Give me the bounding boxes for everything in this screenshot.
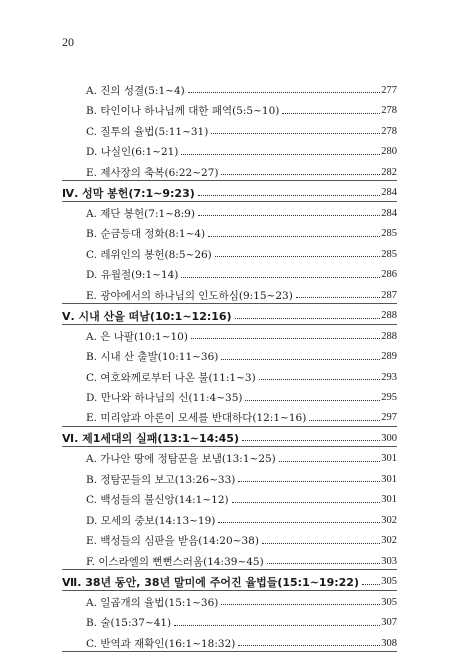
toc-page-number: 302 — [381, 535, 397, 547]
toc-item-title: C. 반역과 재확인(16:1~18:32) — [86, 637, 236, 650]
toc-item-title: C. 백성들의 불신앙(14:1~12) — [86, 494, 229, 507]
toc-page-number: 284 — [381, 207, 397, 219]
dot-leader — [245, 400, 380, 401]
dot-leader — [282, 113, 380, 114]
toc-item-title: F. 이스라엘의 뻔뻔스러움(14:39~45) — [86, 555, 264, 568]
toc-item-row — [62, 117, 397, 137]
dot-leader — [215, 256, 380, 257]
dot-leader — [188, 92, 381, 93]
toc-item-title: A. 일곱개의 율법(15:1~36) — [86, 596, 219, 609]
toc-item-title: E. 광야에서의 하나님의 인도하심(9:15~23) — [86, 289, 293, 302]
page-number: 20 — [62, 35, 74, 49]
toc-item-title: E. 백성들의 심판을 받음(14:20~38) — [86, 535, 259, 548]
toc-item-row — [62, 363, 397, 383]
toc-section-row — [62, 301, 397, 321]
toc-item-title: D. 모세의 중보(14:13~19) — [86, 514, 216, 527]
dot-leader — [262, 543, 380, 544]
toc-item-row — [62, 465, 397, 485]
dot-leader — [221, 604, 380, 605]
dot-leader — [198, 215, 380, 216]
toc-page-number: 286 — [381, 269, 397, 281]
toc-item-row — [62, 240, 397, 260]
dot-leader — [242, 440, 380, 441]
toc-item-title: C. 여호와께로부터 나온 불(11:1~3) — [86, 371, 256, 384]
toc-item-title: B. 정탐꾼들의 보고(13:26~33) — [86, 473, 236, 486]
toc-item-row — [62, 506, 397, 526]
toc-item-title: D. 나실인(6:1~21) — [86, 146, 179, 159]
dot-leader — [296, 297, 380, 298]
toc-item-title: A. 진의 성결(5:1~4) — [86, 84, 185, 97]
toc-page-number: 285 — [381, 228, 397, 240]
toc-item-title: A. 제단 봉헌(7:1~8:9) — [86, 207, 195, 220]
toc-item-row — [62, 444, 397, 464]
dot-leader — [198, 195, 380, 196]
dot-leader — [238, 481, 380, 482]
toc-page-number: 305 — [381, 596, 397, 608]
toc-page-number: 301 — [381, 473, 397, 485]
dot-leader — [267, 563, 381, 564]
toc-item-title: A. 가나안 땅에 정탐꾼을 보냄(13:1~25) — [86, 453, 276, 466]
dot-leader — [181, 154, 380, 155]
dot-leader — [218, 522, 380, 523]
toc-page-number: 288 — [381, 310, 397, 322]
toc-item-title: D. 만나와 하나님의 신(11:4~35) — [86, 392, 243, 404]
toc-item-row — [62, 608, 397, 628]
toc-page-number: 288 — [381, 330, 397, 342]
toc-page-number: 285 — [381, 248, 397, 260]
toc-section-title: Ⅳ. 성막 봉헌(7:1~9:23) — [62, 186, 195, 200]
toc-item-row — [62, 260, 397, 280]
toc-page-number: 278 — [381, 105, 397, 117]
toc-page-number: 293 — [381, 371, 397, 383]
dot-leader — [259, 379, 381, 380]
toc-item-row — [62, 199, 397, 219]
dot-leader — [238, 645, 380, 646]
toc-item-row — [62, 219, 397, 239]
toc-item-row — [62, 404, 397, 424]
toc-item-title: B. 시내 산 출발(10:11~36) — [86, 351, 219, 364]
toc-item-row — [62, 547, 397, 567]
toc-item-title: B. 순금등대 정화(8:1~4) — [86, 228, 206, 241]
toc-page-number: 289 — [381, 351, 397, 363]
toc-page-number: 297 — [381, 412, 397, 424]
toc-section-title: Ⅵ. 제1세대의 실패(13:1~14:45) — [62, 432, 239, 446]
toc-page-number: 277 — [381, 84, 397, 96]
toc-section-title: Ⅴ. 시내 산을 떠남(10:1~12:16) — [62, 309, 232, 323]
toc-item-row — [62, 158, 397, 178]
toc-item-row — [62, 342, 397, 362]
toc-item-title: D. 유월절(9:1~14) — [86, 269, 179, 282]
toc-item-row — [62, 629, 397, 649]
dot-leader — [279, 461, 380, 462]
toc-section-row — [62, 567, 397, 587]
toc-section-row — [62, 424, 397, 444]
dot-leader — [191, 338, 380, 339]
dot-leader — [221, 359, 380, 360]
toc-page-number: 284 — [381, 187, 397, 199]
dot-leader — [309, 420, 380, 421]
dot-leader — [208, 236, 380, 237]
table-of-contents — [62, 76, 397, 649]
toc-page-number: 278 — [381, 125, 397, 137]
dot-leader — [221, 174, 380, 175]
toc-item-title: C. 질투의 율법(5:11~31) — [86, 125, 209, 138]
toc-item-row — [62, 526, 397, 546]
toc-item-row — [62, 485, 397, 505]
toc-item-title: E. 제사장의 축복(6:22~27) — [86, 166, 219, 179]
toc-item-title: B. 술(15:37~41) — [86, 617, 172, 630]
toc-page-number: 307 — [381, 617, 397, 629]
toc-page-number: 300 — [381, 432, 397, 444]
toc-page-number: 303 — [381, 555, 397, 567]
toc-item-title: E. 미리암과 아론이 모세를 반대하다(12:1~16) — [86, 412, 307, 425]
toc-page-number: 295 — [381, 392, 397, 403]
toc-page-number: 305 — [381, 576, 397, 588]
toc-section-row — [62, 178, 397, 198]
toc-item-row — [62, 322, 397, 342]
toc-item-row — [62, 383, 397, 403]
toc-page-number: 287 — [381, 289, 397, 301]
toc-item-title: C. 레위인의 봉헌(8:5~26) — [86, 248, 212, 261]
toc-page-number: 282 — [381, 166, 397, 178]
dot-leader — [211, 133, 380, 134]
dot-leader — [235, 318, 381, 319]
toc-section-title: Ⅶ. 38년 동안, 38년 말미에 주어진 율법들(15:1~19:22) — [62, 575, 359, 589]
toc-item-title: B. 타인이나 하나님께 대한 패역(5:5~10) — [86, 105, 280, 118]
toc-item-title: A. 은 나팔(10:1~10) — [86, 330, 188, 343]
dot-leader — [174, 625, 380, 626]
toc-page-number: 301 — [381, 453, 397, 465]
toc-page-number: 301 — [381, 494, 397, 506]
toc-page-number: 302 — [381, 514, 397, 526]
toc-item-row — [62, 588, 397, 608]
dot-leader — [362, 584, 380, 585]
toc-item-row — [62, 76, 397, 96]
toc-item-row — [62, 281, 397, 301]
toc-page-number: 308 — [381, 637, 397, 649]
dot-leader — [232, 502, 381, 503]
toc-page-number: 280 — [381, 146, 397, 158]
toc-item-row — [62, 137, 397, 157]
toc-item-row — [62, 96, 397, 116]
dot-leader — [181, 277, 380, 278]
